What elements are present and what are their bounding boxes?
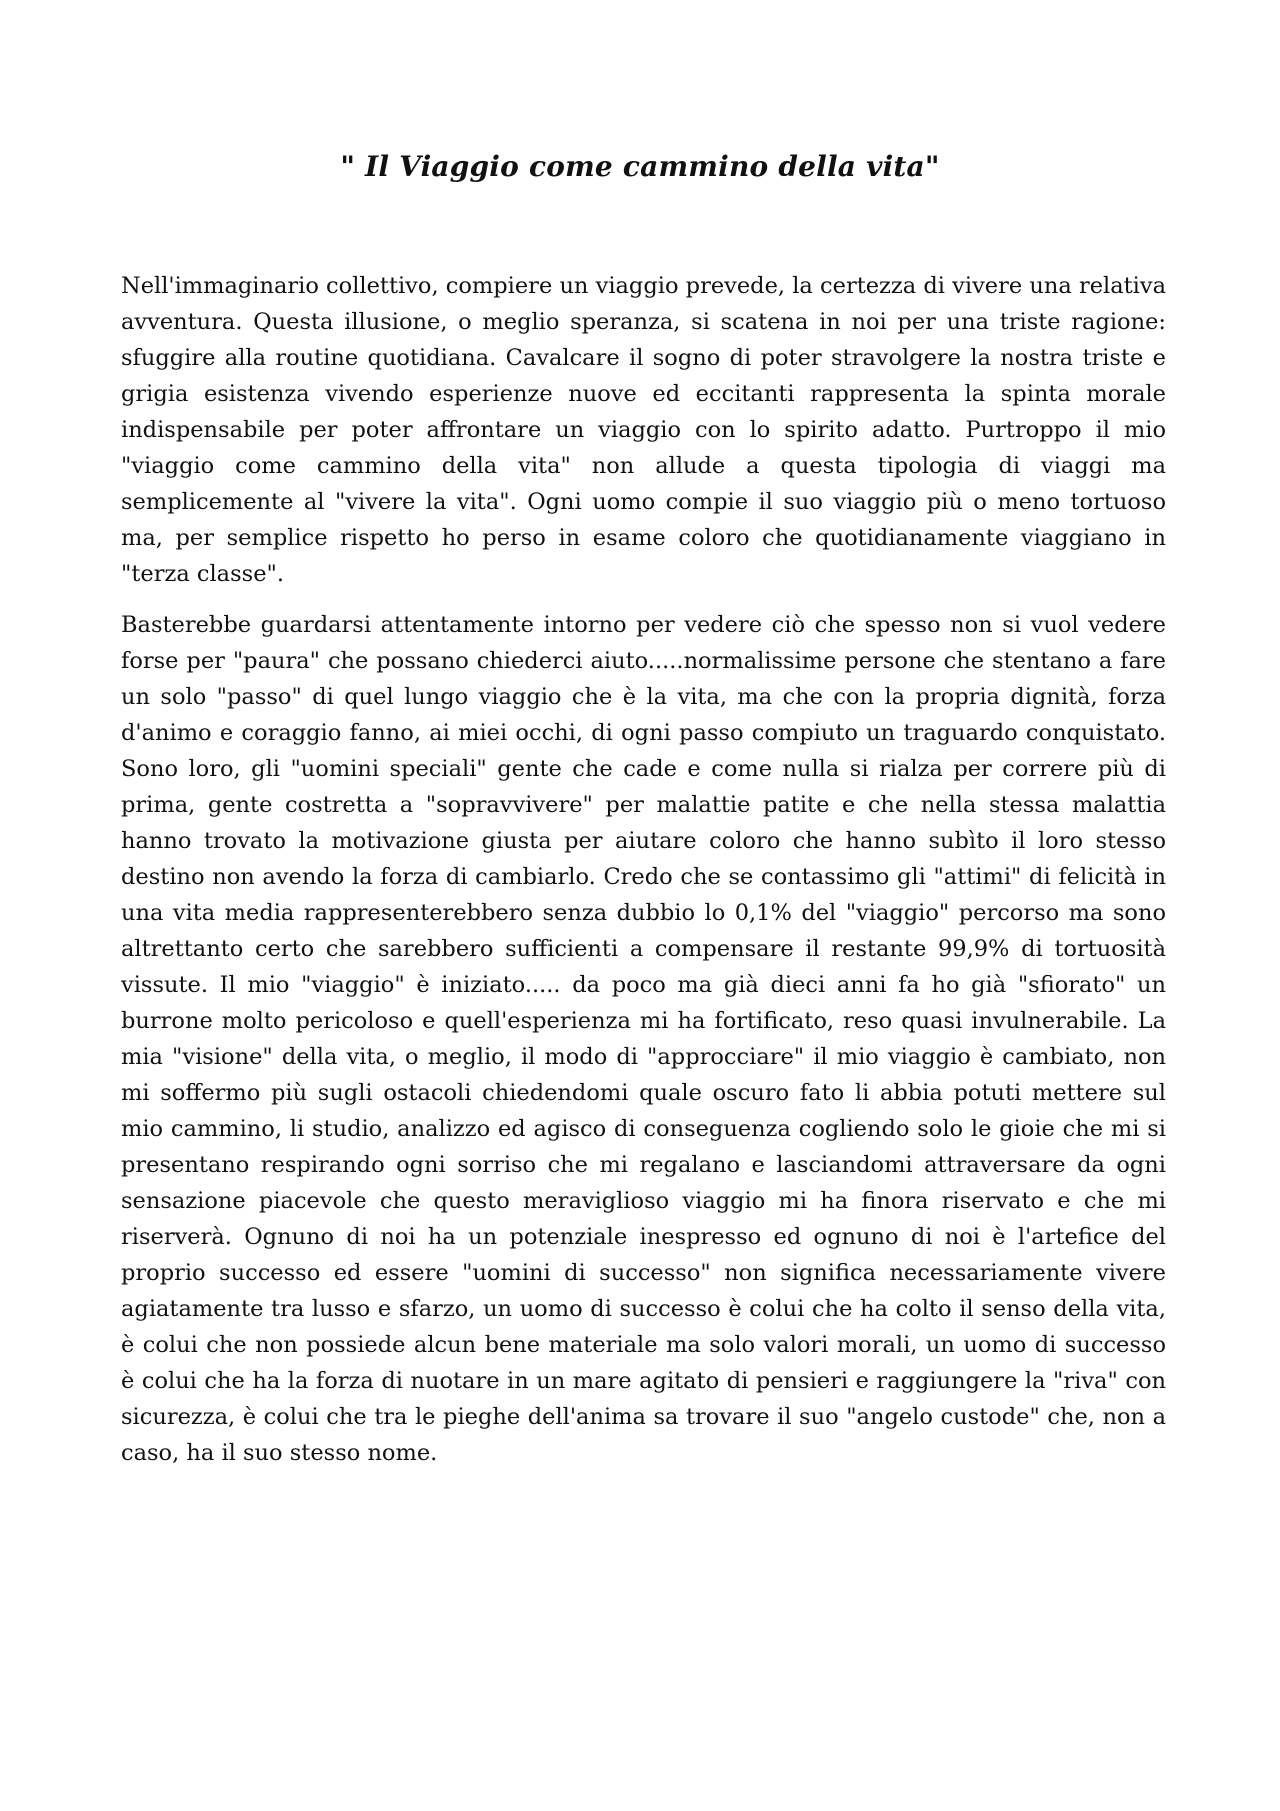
paragraph-2: Basterebbe guardarsi attentamente intorno per vedere ciò che spesso non si vuol vedere forse per "paura" che possano chiederci aiuto.....normalissime persone che stentano a fare un solo "passo" di quel lungo viaggio che è la vita, ma che con la propria dignità, forza d'animo e coraggio fanno, ai miei occhi, di ogni passo compiuto un traguardo conquistato. Sono loro, gli "uomini speciali" gente che cade e come nulla si rialza per correre più di prima, gente costretta a "sopravvivere" per malattie patite e che nella stessa malattia hanno trovato la motivazione giusta per aiutare coloro che hanno subìto il loro stesso destino non avendo la forza di cambiarlo. Credo che se contassimo gli "attimi" di felicità in una vita media rappresenterebbero senza dubbio lo 0,1% del "viaggio" percorso ma sono altrettanto certo che sarebbero sufficienti a compensare il restante 99,9% di tortuosità vissute. Il mio "viaggio" è iniziato..... da poco ma già dieci anni fa ho già "sfiorato" un burrone molto pericoloso e quell'esperienza mi ha fortificato, reso quasi invulnerabile. La mia "visione" della vita, o meglio, il modo di "approcciare" il mio viaggio è cambiato, non mi soffermo più sugli ostacoli chiedendomi quale oscuro fato li abbia potuti mettere sul mio cammino, li studio, analizzo ed agisco di conseguenza cogliendo solo le gioie che mi si presentano respirando ogni sorriso che mi regalano e lasciandomi attraversare da ogni sensazione piacevole che questo meraviglioso viaggio mi ha finora riservato e che mi riserverà. Ognuno di noi ha un potenziale inespresso ed ognuno di noi è l'artefice del proprio successo ed essere "uomini di successo" non significa necessariamente vivere agiatamente tra lusso e sfarzo, un uomo di successo è colui che ha colto il senso della vita, è colui che non possiede alcun bene materiale ma solo valori morali, un uomo di successo è colui che ha la forza di nuotare in un mare agitato di pensieri e raggiungere la "riva" con sicurezza, è colui che tra le pieghe dell'anima sa trovare il suo "angelo custode" che, non a caso, ha il suo stesso nome. [121, 612, 1166, 1466]
paragraph-1: Nell'immaginario collettivo, compiere un viaggio prevede, la certezza di vivere una relativa avventura. Questa illusione, o meglio speranza, si scatena in noi per una triste ragione: sfuggire alla routine quotidiana. Cavalcare il sogno di poter stravolgere la nostra triste e grigia esistenza vivendo esperienze nuove ed eccitanti rappresenta la spinta morale indispensabile per poter affrontare un viaggio con lo spirito adatto. Purtroppo il mio "viaggio come cammino della vita" non allude a questa tipologia di viaggi ma semplicemente al "vivere la vita". Ogni uomo compie il suo viaggio più o meno tortuoso ma, per semplice rispetto ho perso in esame coloro che quotidianamente viaggiano in "terza classe". [121, 273, 1166, 587]
document-title: " Il Viaggio come cammino della vita" [340, 150, 940, 183]
document-body [121, 268, 1166, 1486]
